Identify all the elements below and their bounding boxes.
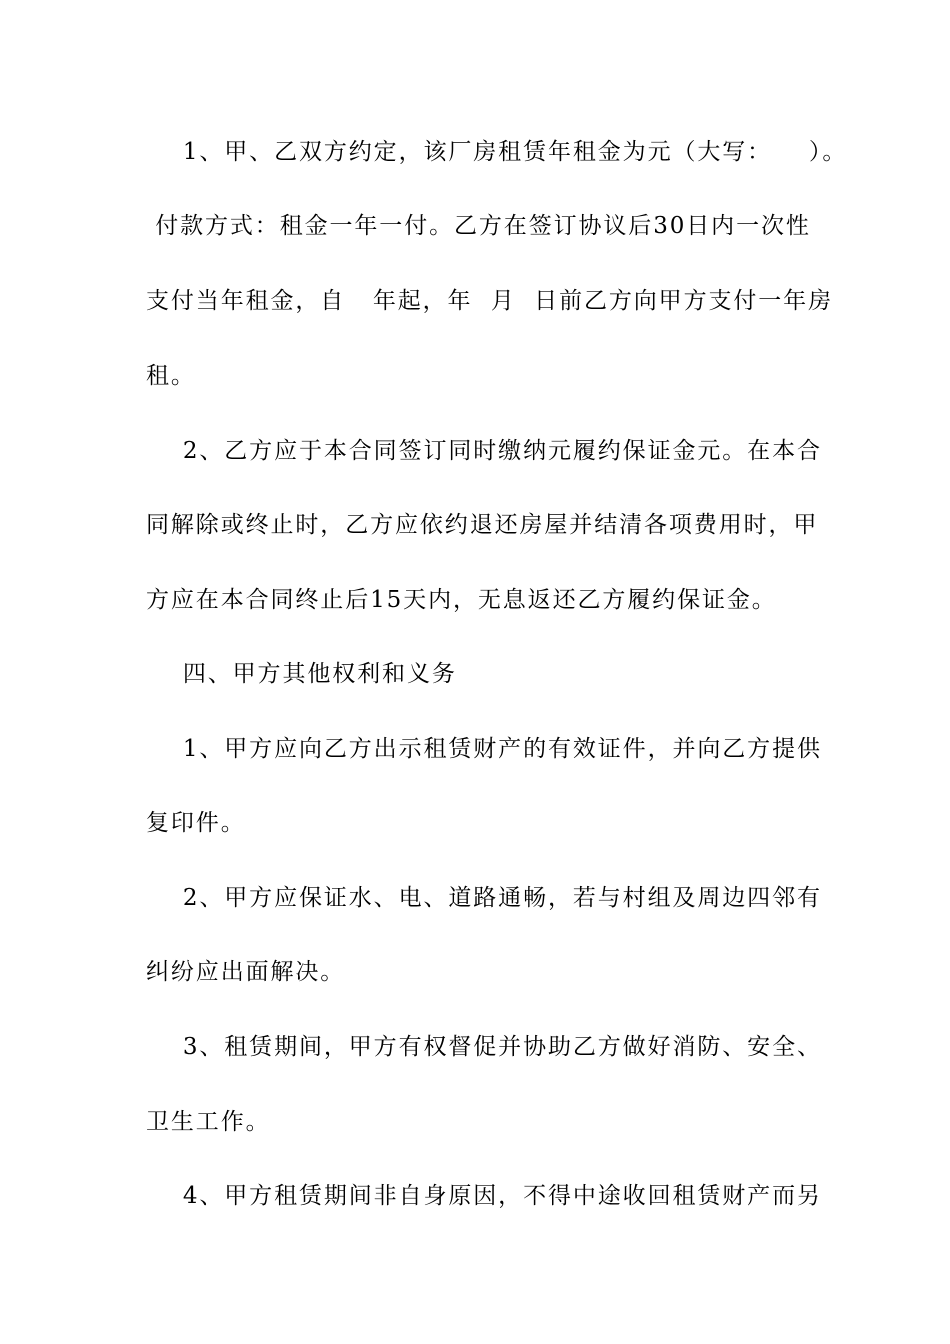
text-line-7: 方应在本合同终止后15天内，无息返还乙方履约保证金。 <box>146 587 777 613</box>
text-line-10: 复印件。 <box>146 810 246 836</box>
text-line-12: 纠纷应出面解决。 <box>146 959 346 985</box>
text-line-14: 卫生工作。 <box>146 1109 271 1135</box>
text-line-4: 租。 <box>146 363 196 389</box>
text-line-15: 4、甲方租赁期间非自身原因，不得中途收回租赁财产而另 <box>146 1183 822 1209</box>
text-line-9: 1、甲方应向乙方出示租赁财产的有效证件，并向乙方提供 <box>146 736 822 762</box>
text-line-1: 1、甲、乙双方约定，该厂房租赁年租金为元（大写： ）。 <box>146 139 848 165</box>
text-line-3: 支付当年租金，自 年起，年 月 日前乙方向甲方支付一年房 <box>146 288 833 314</box>
text-line-11: 2、甲方应保证水、电、道路通畅，若与村组及周边四邻有 <box>146 885 822 911</box>
text-line-6: 同解除或终止时，乙方应依约退还房屋并结清各项费用时，甲 <box>146 512 819 538</box>
text-line-13: 3、租赁期间，甲方有权督促并协助乙方做好消防、安全、 <box>146 1034 822 1060</box>
text-line-5: 2、乙方应于本合同签订同时缴纳元履约保证金元。在本合 <box>146 438 822 464</box>
text-line-2: 付款方式：租金一年一付。乙方在签订协议后30日内一次性 <box>146 213 811 239</box>
section-heading: 四、甲方其他权利和义务 <box>146 661 457 687</box>
